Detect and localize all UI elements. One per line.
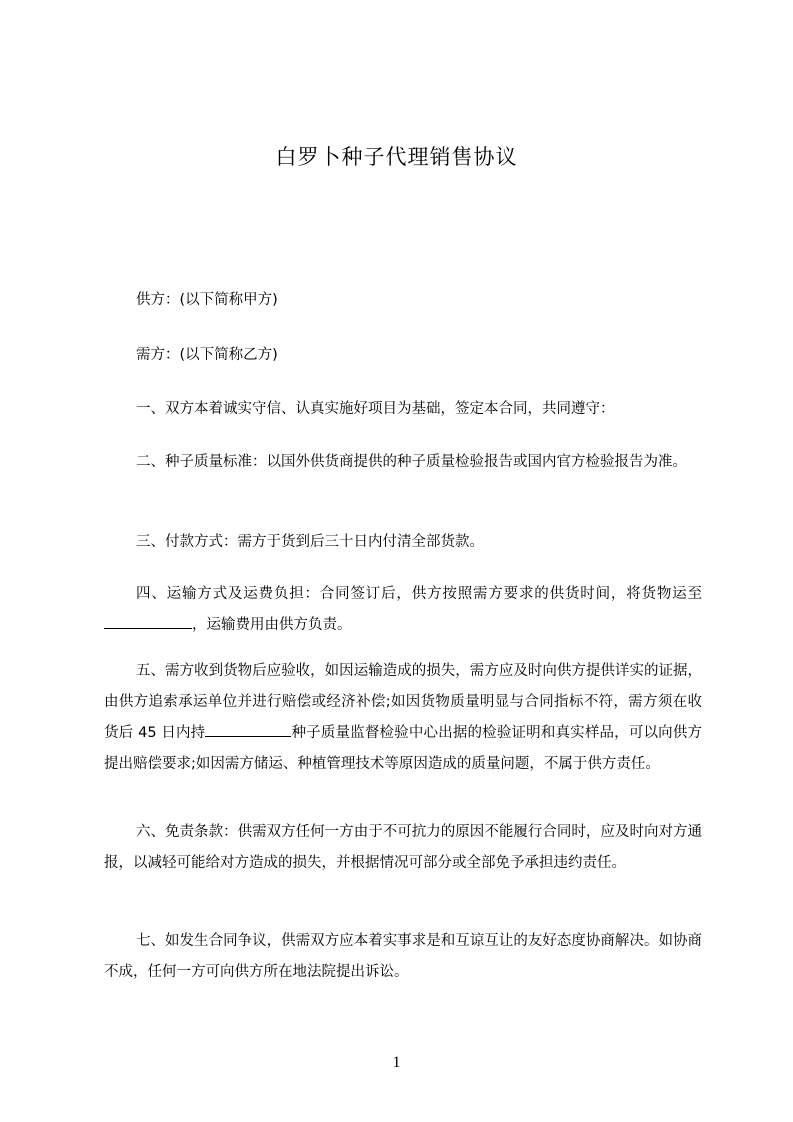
clause-5-text-a: 五、需方收到货物后应验收，如因运输造成的损失，需方应及时向供方提供详实的证据，由供方追索承运单位并进行赔偿或经济补偿;如因货物质量明显与合同指标不符，需方须在收货后 45 日内持	[104, 663, 702, 741]
clause-5-text-b: 种子质量监督检验中心出据的检验证明和真实样品，可以向供方提出赔偿要求;如因需方储运、种植管理技术等原因造成的质量问题，不属于供方责任。	[104, 725, 703, 772]
clause-5	[104, 656, 702, 780]
clause-3: 三、付款方式：需方于货到后三十日内付清全部货款。	[136, 534, 484, 550]
clause-6: 六、免责条款：供需双方任何一方由于不可抗力的原因不能履行合同时，应及时向对方通报，以减轻可能给对方造成的损失，并根据情况可部分或全部免予承担违约责任。	[104, 824, 702, 871]
clause-4-text-a: 四、运输方式及运费负担：合同签订后，供方按照需方要求的供货时间，将货物运至	[136, 586, 702, 602]
inspection-center-blank	[205, 722, 291, 738]
buyer-line: 需方：(以下简称乙方)	[136, 347, 278, 363]
page-number: 1	[392, 1054, 401, 1071]
clause-7: 七、如发生合同争议，供需双方应本着实事求是和互谅互让的友好态度协商解决。如协商不成，任何一方可向供方所在地法院提出诉讼。	[104, 933, 702, 980]
clause-2: 二、种子质量标准：以国外供货商提供的种子质量检验报告或国内官方检验报告为准。	[136, 454, 687, 470]
supplier-line: 供方：(以下简称甲方)	[136, 292, 278, 308]
delivery-location-blank	[104, 614, 192, 630]
clause-1: 一、双方本着诚实守信、认真实施好项目为基础，签定本合同，共同遵守：	[136, 401, 615, 417]
clause-4	[104, 579, 702, 641]
clause-4-text-b: ，运输费用由供方负责。	[192, 617, 352, 633]
document-title: 白罗卜种子代理销售协议	[275, 145, 518, 169]
